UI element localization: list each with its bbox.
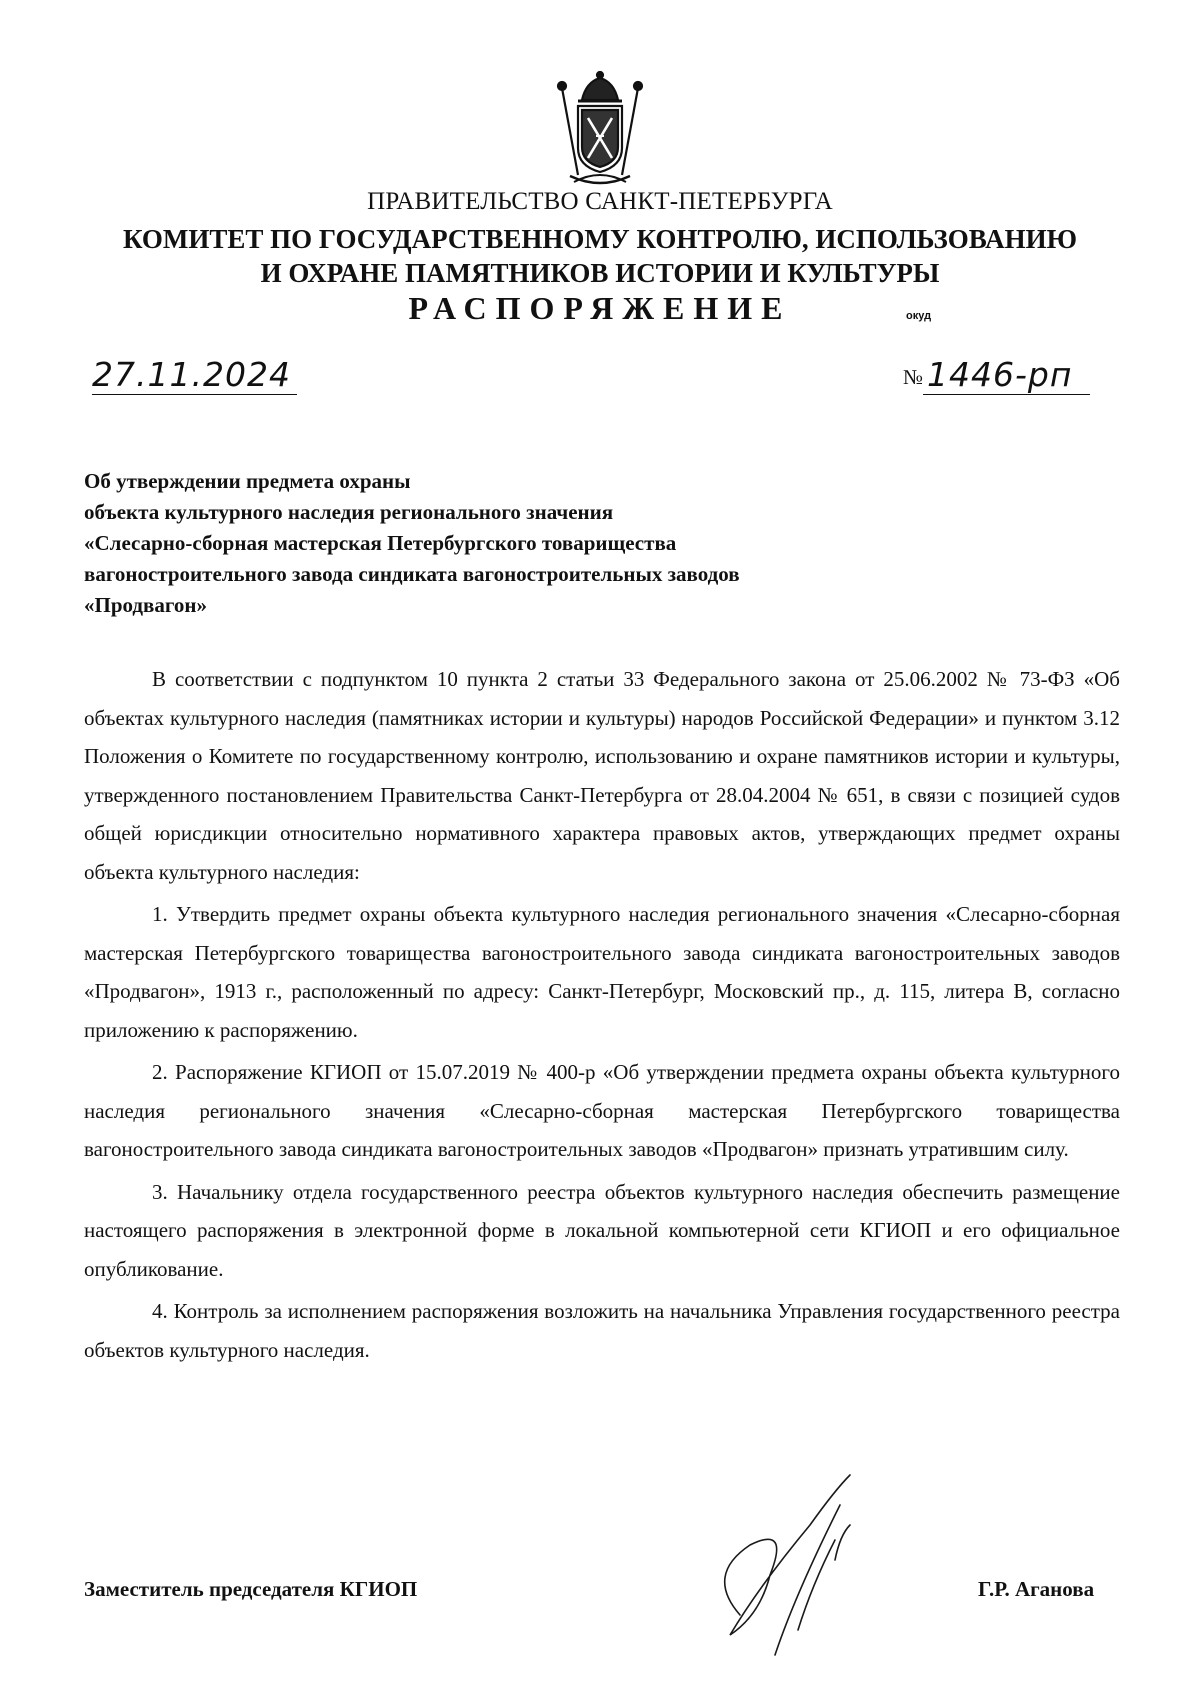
clause-3-paragraph: 3. Начальнику отдела государственного реестра объектов культурного наследия обеспечить размещение настоящего распоряжения в электронной форме в локальной компьютерной сети КГИОП и его официальное опубликование. [84,1179,1120,1281]
subject-line: объекта культурного наследия регионального значения [84,500,614,524]
committee-name [0,222,1200,290]
subject-line: вагоностроительного завода синдиката вагоностроительных заводов [84,562,740,586]
subject-line: Об утверждении предмета охраны [84,469,411,493]
signer-title: Заместитель председателя КГИОП [84,1577,418,1601]
committee-line-2: И ОХРАНЕ ПАМЯТНИКОВ ИСТОРИИ И КУЛЬТУРЫ [260,258,940,288]
document-number [903,356,1090,401]
document-body [84,660,1120,1373]
clause-1-paragraph: 1. Утвердить предмет охраны объекта культурного наследия регионального значения «Слесарно-сборная мастерская Петербургского товарищества вагоностроительного завода синдиката вагоностроительных заводов «Продвагон», 1913 г., расположенный по адресу: Санкт-Петербург, Московский пр., д. 115, литера В, согласно приложению к распоряжению. [84,902,1120,1042]
number-value: 1446-рп [923,355,1090,395]
document-date: 27.11.2024 [92,356,297,395]
handwritten-signature-icon [700,1465,910,1665]
subject-line: «Продвагон» [84,593,207,617]
signer-name: Г.Р. Аганова [978,1577,1095,1601]
number-prefix: № [903,365,924,389]
subject-line: «Слесарно-сборная мастерская Петербургского товарищества [84,531,677,555]
coat-of-arms-icon [548,70,652,188]
committee-line-1: КОМИТЕТ ПО ГОСУДАРСТВЕННОМУ КОНТРОЛЮ, ИСПОЛЬЗОВАНИЮ [123,224,1077,254]
clause-2-paragraph: 2. Распоряжение КГИОП от 15.07.2019 № 400-р «Об утверждении предмета охраны объекта культурного наследия регионального значения «Слесарно-сборная мастерская Петербургского товарищества вагоностроительного завода синдиката вагоностроительных заводов «Продвагон» признать утратившим силу. [84,1060,1120,1161]
document-type: РАСПОРЯЖЕНИЕ [408,290,792,326]
preamble-paragraph: В соответствии с подпунктом 10 пункта 2 статьи 33 Федерального закона от 25.06.2002 № 73-ФЗ «Об объектах культурного наследия (памятниках истории и культуры) народов Российской Федерации» и пунктом 3.12 Положения о Комитете по государственному контролю, использованию и охране памятников истории и культуры, утвержденного постановлением Правительства Санкт-Петербурга от 28.04.2004 № 651, в связи с позицией судов общей юрисдикции относительно нормативного характера правовых актов, утверждающих предмет охраны объекта культурного наследия: [84,667,1120,884]
clause-4-paragraph: 4. Контроль за исполнением распоряжения возложить на начальника Управления государственного реестра объектов культурного наследия. [84,1299,1120,1362]
document-subject [84,466,984,621]
government-name: ПРАВИТЕЛЬСТВО САНКТ-ПЕТЕРБУРГА [367,188,833,215]
okud-label: окуд [906,310,932,322]
